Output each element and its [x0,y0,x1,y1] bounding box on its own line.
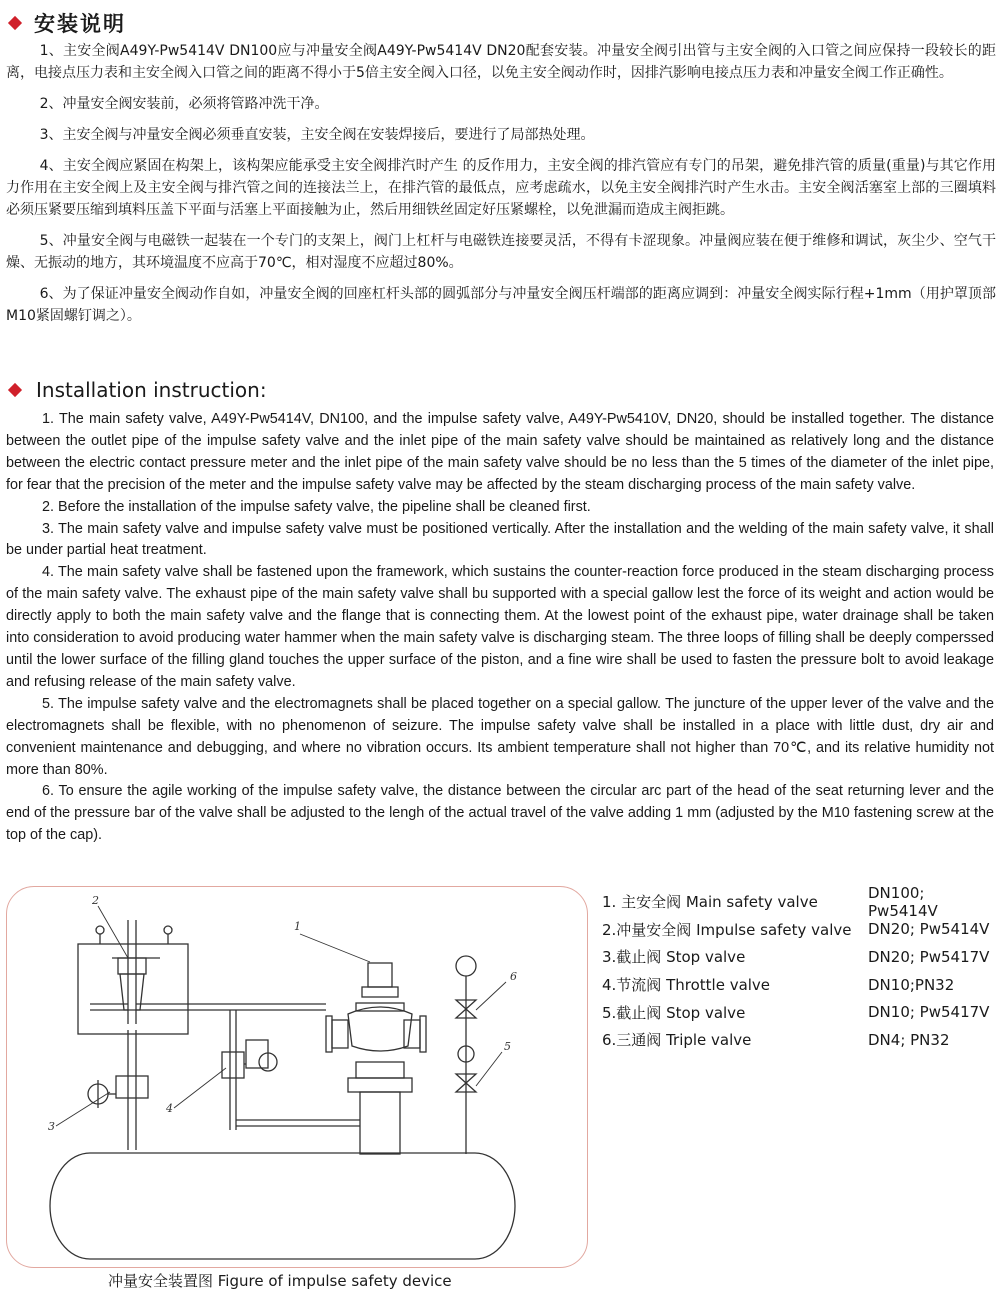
legend-spec: DN20; Pw5417V [868,947,990,966]
legend-spec: DN20; Pw5414V [868,920,990,939]
callout-2: 2 [92,894,99,907]
legend-label: 3.截止阀 Stop valve [602,948,746,967]
en-paragraph-5: 5. The impulse safety valve and the electromagnets shall be placed together on a special gallow. The juncture of the upper lever of the valve and the electromagnets shall be flexible, with no phenomenon of seizure. The impulse safety valve shall be installed in a place with little dust, dry air and convenient maintenance and debugging, and where no vibration occurs. Its ambient temperature shall not higher than 70℃, and its relative humidity not more than 80%. [6,695,994,778]
impulse-safety-valve-drawing [78,920,360,1150]
legend-spec: DN10;PN32 [868,975,955,994]
legend-row [602,943,994,971]
zh-paragraph-5: 5、冲量安全阀与电磁铁一起装在一个专门的支架上，阀门上杠杆与电磁铁连接要灵活，不得有卡涩现象。冲量阀应装在便于维修和调试，灰尘少、空气干燥、无振动的地方，其环境温度不应高于70℃，相对湿度不应超过80%。 [6,233,996,271]
callout-5: 5 [504,1040,511,1053]
callout-4: 4 [166,1102,173,1115]
gauge-line-drawing [456,956,476,1154]
callout-6: 6 [510,970,517,983]
legend-label: 6.三通阀 Triple valve [602,1031,752,1050]
parts-legend [602,883,994,1054]
legend-row [602,916,994,944]
legend-spec: DN10; Pw5417V [868,1003,990,1022]
zh-paragraph-4: 4、主安全阀应紧固在构架上，该构架应能承受主安全阀排汽时产生 的反作用力，主安全阀的排汽管应有专门的吊架，避免排汽管的质量(重量)与其它作用力作用在主安全阀上及主安全阀与排汽管之间的连接法兰上，在排汽管的最低点，应考虑疏水，以免主安全阀排汽时产生水击。主安全阀活塞室上部的三圈填料必须压紧要压缩到填料压盖下平面与活塞上平面接触为止，然后用细铁丝固定好压紧螺栓，以免泄漏而造成主阀拒跳。 [6,158,996,218]
callout-3: 3 [48,1120,55,1133]
en-paragraph-3: 3. The main safety valve and impulse safety valve must be positioned vertically. After the installation and the welding of the main safety valve, it shall be under partial heat treatment. [6,520,994,559]
zh-paragraph-6: 6、为了保证冲量安全阀动作自如，冲量安全阀的回座杠杆头部的圆弧部分与冲量安全阀压杆端部的距离应调到：冲量安全阀实际行程+1mm（用护罩顶部M10紧固螺钉调之）。 [6,286,996,324]
figure-caption: 冲量安全装置图 Figure of impulse safety device [108,1272,452,1290]
zh-paragraph-1: 1、主安全阀A49Y-Pw5414V DN100应与冲量安全阀A49Y-Pw5414V DN20配套安装。冲量安全阀引出管与主安全阀的入口管之间应保持一段较长的距离，电接点压力表和主安全阀入口管之间的距离不得小于5倍主安全阀入口径，以免主安全阀动作时，因排汽影响电接点压力表和冲量安全阀工作正确性。 [6,43,996,81]
legend-row [602,998,994,1026]
legend-row [602,971,994,999]
legend-row [602,1026,994,1054]
legend-label: 4.节流阀 Throttle valve [602,976,771,995]
legend-spec: DN4; PN32 [868,1030,950,1049]
en-paragraph-4: 4. The main safety valve shall be fastened upon the framework, which sustains the counter-reaction force produced in the steam discharging process of the main safety valve. The exhaust pipe of the main safety valve shall bu supported with a special gallow lest the force of its weight and action would be directly apply to both the main safety valve and the flange that is connecting them. At the lowest point of the exhaust pipe, water drainage shall be taken into consideration to avoid producing water hammer when the main safety valve is discharging steam. The three loops of filling shall be deeply comperssed until the lower surface of the filling gland touches the upper surface of the piston, and a fine wire shall be used to fasten the pressure bolt to avoid leakage and refusing release of the main safety valve. [6,564,994,690]
zh-paragraph-2: 2、冲量安全阀安装前，必须将管路冲洗干净。 [39,96,329,112]
callout-1: 1 [294,920,301,933]
en-paragraph-1: 1. The main safety valve, A49Y-Pw5414V, DN100, and the impulse safety valve, A49Y-Pw5410V, DN20, should be installed together. The distance between the outlet pipe of the impulse safety valve and the inlet pipe of the main safety valve should be maintained as relatively long and the distance between the electric contact pressure meter and the inlet pipe of the main safety valve should be no less than the 5 times of the diameter of the inlet pipe, for fear that the precision of the meter and the impulse safety valve may be affected by the steam discharging process of the main safety valve. [6,411,994,493]
legend-spec: DN100; Pw5414V [868,883,938,920]
legend-label: 2.冲量安全阀 Impulse safety valve [602,920,852,939]
legend-row [602,883,994,920]
zh-heading-text: 安装说明 [34,12,126,36]
zh-paragraph-3: 3、主安全阀与冲量安全阀必须垂直安装，主安全阀在安装焊接后，要进行了局部热处理。 [39,127,595,143]
en-paragraph-6: 6. To ensure the agile working of the impulse safety valve, the distance between the circular arc part of the head of the seat returning lever and the end of the pressure bar of the valve shall be adjusted to the lengh of the actual travel of the valve adding 1 mm (adjusted by the M10 fastening screw at the top of the cap). [6,783,994,844]
legend-label: 1. 主安全阀 Main safety valve [602,893,818,912]
en-heading-text: Installation instruction: [36,378,267,402]
tank-vessel [50,1153,515,1259]
en-paragraph-2: 2. Before the installation of the impulse safety valve, the pipeline shall be cleaned first. [42,498,591,515]
legend-label: 5.截止阀 Stop valve [602,1003,746,1022]
